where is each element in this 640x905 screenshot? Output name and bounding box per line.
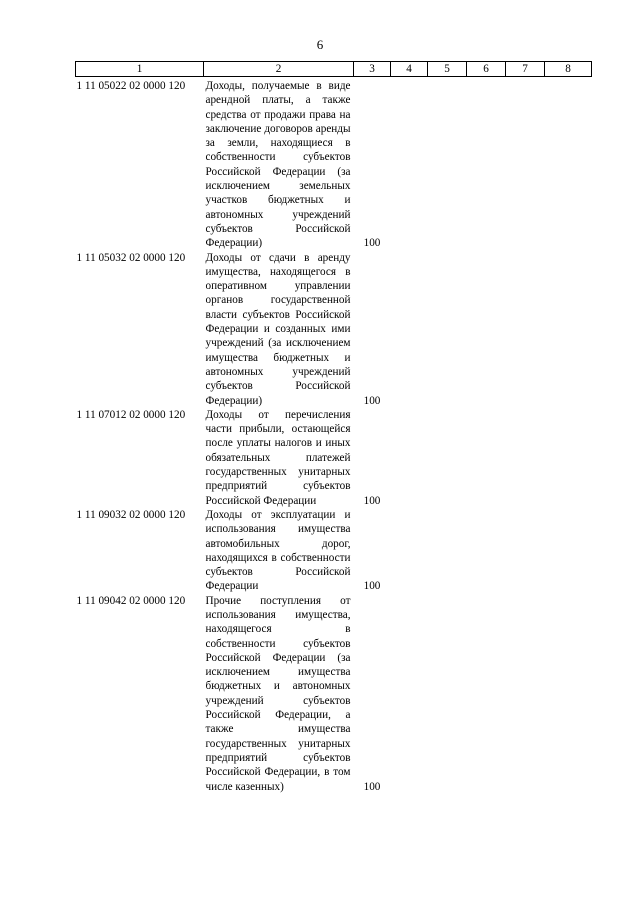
row-code: 1 11 05032 02 0000 120 — [76, 251, 186, 264]
column-header-6: 6 — [467, 62, 506, 77]
row-code: 1 11 09042 02 0000 120 — [76, 594, 186, 607]
column-number-header-row — [76, 62, 592, 77]
row-value: 100 — [363, 580, 381, 593]
row-value: 100 — [363, 237, 381, 250]
column-header-7: 7 — [506, 62, 545, 77]
row-name: Доходы от сдачи в аренду имущества, находящегося в оперативном управлении органов государственной власти субъектов Российской Федерации и созданных ими учреждений (за исключением имущества бюджетных и автономных учреждений субъектов Российской Федерации) — [205, 251, 351, 407]
row-value: 100 — [363, 394, 381, 407]
row-name: Прочие поступления от использования имущества, находящегося в собственности субъектов Российской Федерации (за исключением имущества бюджетных и автономных учреждений субъектов Российской Федерации, а также имущества государственных унитарных предприятий субъектов Российской Федерации, в том числе казенных) — [205, 594, 351, 793]
column-header-4: 4 — [391, 62, 428, 77]
column-header-5: 5 — [428, 62, 467, 77]
table-row — [76, 79, 592, 251]
row-code: 1 11 09032 02 0000 120 — [76, 508, 186, 521]
row-name: Доходы от перечисления части прибыли, остающейся после уплаты налогов и иных обязательных платежей государственных унитарных предприятий субъектов Российской Федерации — [205, 408, 351, 507]
column-header-1: 1 — [76, 62, 204, 77]
table-row — [76, 408, 592, 508]
row-code: 1 11 05022 02 0000 120 — [76, 80, 186, 92]
row-name: Доходы от эксплуатации и использования имущества автомобильных дорог, находящихся в собственности субъектов Российской Федерации — [205, 508, 351, 593]
table-row — [76, 594, 592, 794]
row-name: Доходы, получаемые в виде арендной платы, а также средства от продажи права на заключение договоров аренды за земли, находящиеся в собственности субъектов Российской Федерации (за исключением земельных участков бюджетных и автономных учреждений субъектов Российской Федерации) — [205, 80, 351, 250]
revenue-table — [75, 61, 592, 794]
column-header-2: 2 — [204, 62, 354, 77]
row-value: 100 — [363, 494, 381, 507]
page-number: 6 — [316, 37, 324, 52]
table-row — [76, 508, 592, 594]
column-header-3: 3 — [354, 62, 391, 77]
row-code: 1 11 07012 02 0000 120 — [76, 408, 186, 421]
row-value: 100 — [363, 780, 381, 793]
table-row — [76, 251, 592, 408]
column-header-8: 8 — [545, 62, 592, 77]
